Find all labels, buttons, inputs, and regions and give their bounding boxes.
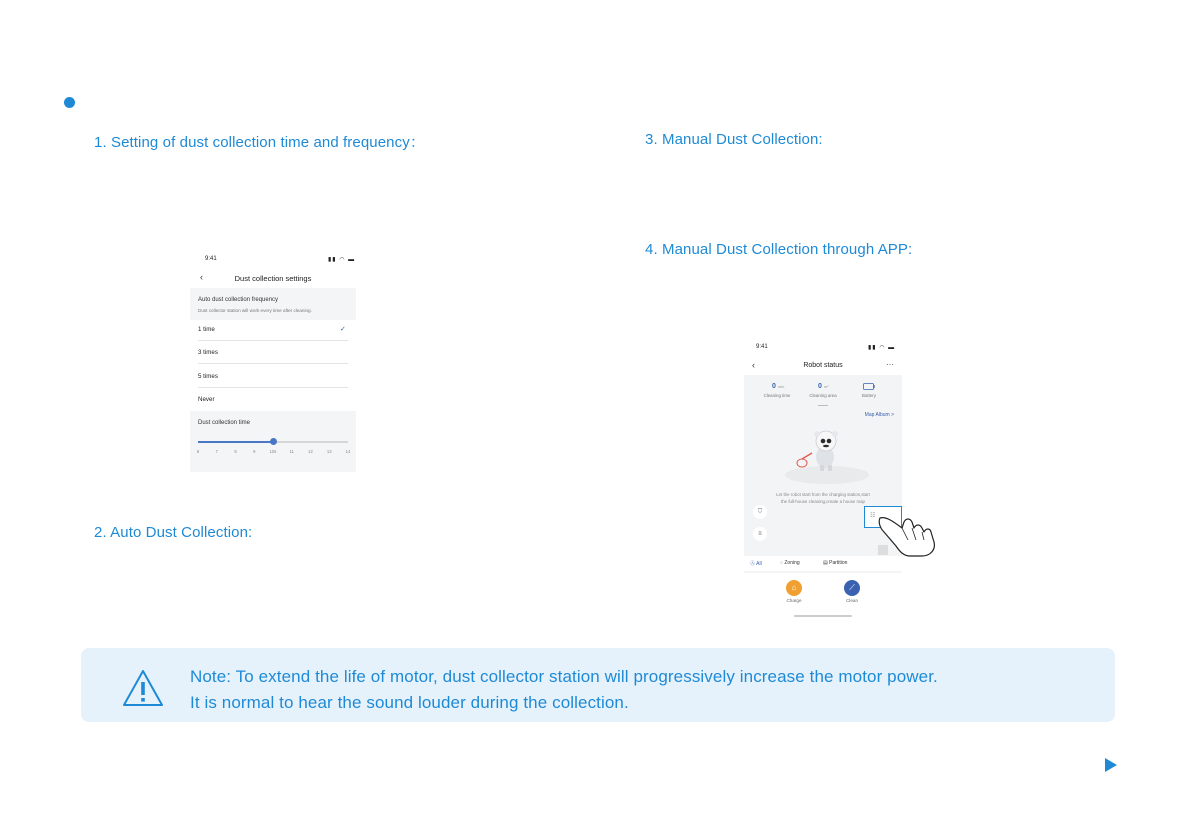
tab-all[interactable]: Ⓐ All <box>750 561 762 567</box>
note-line-2: It is normal to hear the sound louder during the collection. <box>190 693 629 712</box>
cleaning-time-value: 0 min <box>772 383 785 390</box>
heading-dust-time-frequency: 1. Setting of dust collection time and frequency： <box>94 134 425 151</box>
map-album-link[interactable]: Map Album > <box>864 412 894 418</box>
robot-mascot-illustration <box>782 423 872 485</box>
status-time: 9:41 <box>205 256 217 262</box>
battery-label: Battery <box>862 393 876 398</box>
dust-collection-icon: ☷ <box>870 513 876 519</box>
tab-zoning[interactable]: ◌ Zoning <box>780 560 800 566</box>
back-icon[interactable]: ‹ <box>752 360 755 370</box>
heading-manual-dust-collection: 3. Manual Dust Collection: <box>645 131 823 148</box>
warning-icon <box>122 669 164 707</box>
screen-title: Robot status <box>803 362 843 369</box>
slider-tick-label: 13 <box>326 449 332 454</box>
mode-tabs <box>744 556 902 571</box>
slider-tick-label: 6 <box>196 449 200 454</box>
slider-handle[interactable] <box>270 438 277 445</box>
screen-title: Dust collection settings <box>234 274 312 283</box>
cleaning-area-value: 0 m² <box>818 383 829 390</box>
tab-partition[interactable]: ▤ Partition <box>823 560 848 566</box>
option-never[interactable]: Never <box>198 396 215 403</box>
tip-line-2: the full-house cleaning,create a house map <box>781 499 865 504</box>
status-time: 9:41 <box>756 344 768 350</box>
divider <box>198 340 348 341</box>
slider-tick-label: 11 <box>289 449 294 454</box>
divider <box>198 387 348 388</box>
back-icon[interactable]: ‹ <box>200 272 203 282</box>
check-icon: ✓ <box>340 326 346 333</box>
frequency-subtitle: Dust collector station will work every time after cleaning. <box>198 308 312 313</box>
slider-tick-label: 14 <box>345 449 351 454</box>
home-indicator <box>794 615 852 617</box>
map-tip-text <box>750 491 896 505</box>
clean-label: Clean <box>845 598 859 603</box>
next-page-arrow-icon[interactable] <box>1105 758 1117 772</box>
cleaning-area-label: Cleaning area <box>809 393 837 398</box>
heading-auto-dust-collection: 2. Auto Dust Collection: <box>94 524 253 541</box>
tip-line-1: Let the robot start from the charging station,start <box>776 492 870 497</box>
clean-button[interactable]: ⟋ <box>844 580 860 596</box>
option-1-time[interactable]: 1 time <box>198 326 215 333</box>
charge-button[interactable]: ⌂ <box>786 580 802 596</box>
drag-handle <box>818 405 828 406</box>
robot-status-phone-screenshot <box>744 338 902 623</box>
hand-pointer-icon <box>876 510 940 558</box>
frequency-section-header <box>190 288 356 320</box>
zoning-icon: ◌ <box>780 560 783 566</box>
status-icons: ▮▮ ◠ ▬ <box>328 257 356 263</box>
time-title: Dust collection time <box>198 420 251 426</box>
option-5-times[interactable]: 5 times <box>198 373 218 380</box>
slider-tick-label: 8 <box>234 449 237 454</box>
slider-tick-label: 9 <box>253 449 256 454</box>
slider-tick-label: 10s <box>269 449 277 454</box>
note-line-1: Note: To extend the life of motor, dust collector station will progressively increase the motor power. <box>190 667 938 686</box>
frequency-title: Auto dust collection frequency <box>198 297 279 303</box>
shield-icon[interactable]: ⛉ <box>753 505 767 519</box>
settings-sliders-icon[interactable]: ≡ <box>753 527 767 541</box>
slider-tick-label: 7 <box>215 449 218 454</box>
slider-tick-label: 12 <box>308 449 313 454</box>
dust-settings-phone-screenshot <box>190 250 356 472</box>
status-icons: ▮▮ ◠ ▬ <box>868 345 896 351</box>
partition-icon: ▤ <box>823 560 828 566</box>
slider-fill <box>198 441 273 443</box>
option-3-times[interactable]: 3 times <box>198 349 218 356</box>
charge-label: Charge <box>786 598 802 603</box>
all-icon: Ⓐ <box>750 561 756 567</box>
divider <box>198 363 348 364</box>
battery-icon <box>863 383 875 390</box>
heading-manual-dust-collection-app: 4. Manual Dust Collection through APP: <box>645 241 913 258</box>
more-icon[interactable]: ··· <box>886 360 894 369</box>
section-bullet-dot <box>64 97 75 108</box>
cleaning-time-label: Cleaning time <box>763 393 791 398</box>
